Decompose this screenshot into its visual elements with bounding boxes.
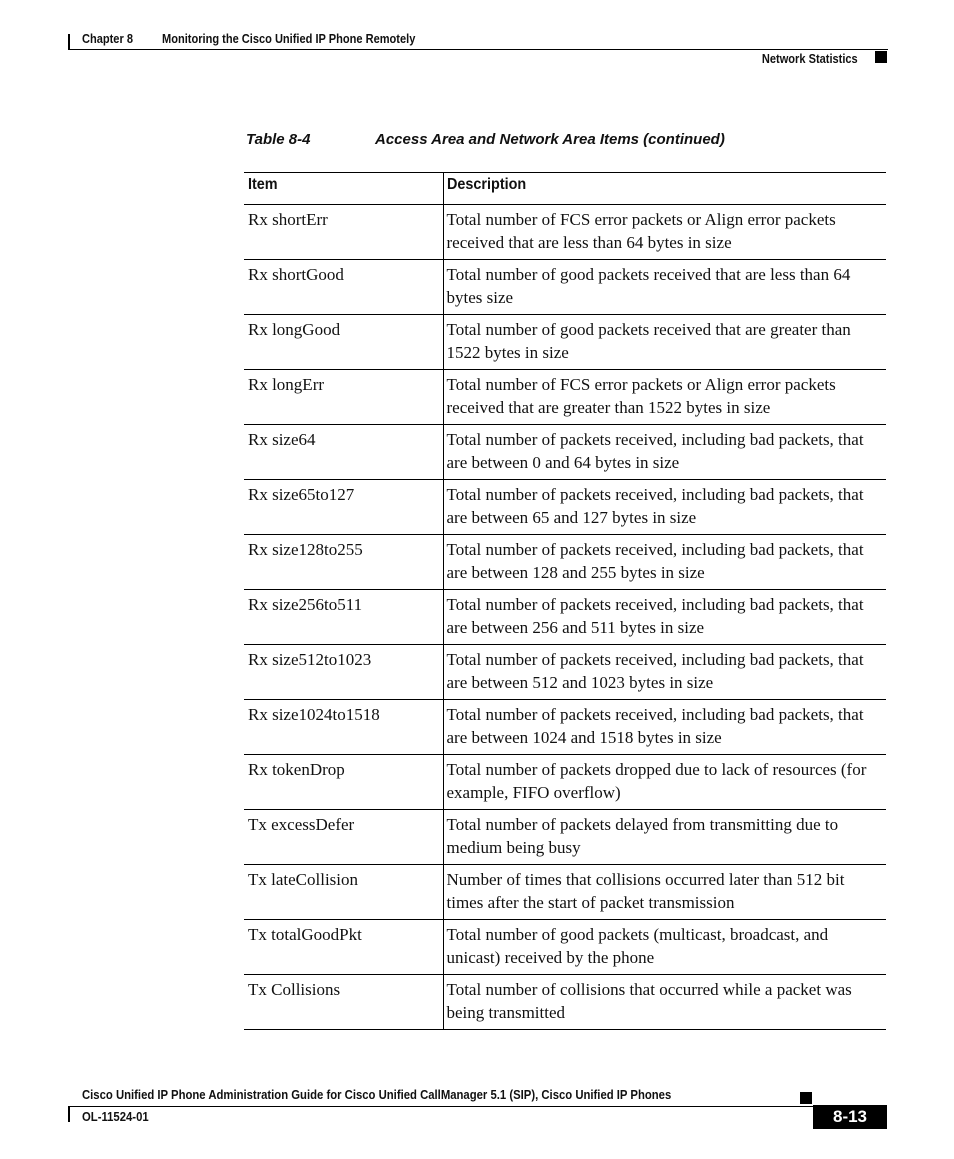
table-row bbox=[244, 370, 886, 425]
footer-square-marker bbox=[800, 1092, 812, 1104]
table-row bbox=[244, 975, 886, 1030]
footer-rule bbox=[68, 1106, 828, 1107]
description-cell: Total number of FCS error packets or Align error packets received that are greater than 1522 bytes in size bbox=[443, 370, 886, 425]
description-cell: Total number of packets delayed from transmitting due to medium being busy bbox=[443, 810, 886, 865]
item-cell: Rx tokenDrop bbox=[244, 755, 443, 810]
item-cell: Rx size128to255 bbox=[244, 535, 443, 590]
table-row bbox=[244, 645, 886, 700]
item-cell: Rx size512to1023 bbox=[244, 645, 443, 700]
description-cell: Total number of good packets received that are less than 64 bytes size bbox=[443, 260, 886, 315]
description-cell: Total number of good packets received that are greater than 1522 bytes in size bbox=[443, 315, 886, 370]
description-cell: Total number of packets received, including bad packets, that are between 0 and 64 bytes in size bbox=[443, 425, 886, 480]
table-row bbox=[244, 425, 886, 480]
table-row bbox=[244, 535, 886, 590]
guide-title: Cisco Unified IP Phone Administration Guide for Cisco Unified CallManager 5.1 (SIP), Cisco Unified IP Phones bbox=[82, 1087, 672, 1102]
item-cell: Rx size64 bbox=[244, 425, 443, 480]
item-cell: Rx size65to127 bbox=[244, 480, 443, 535]
description-cell: Total number of packets received, including bad packets, that are between 256 and 511 bytes in size bbox=[443, 590, 886, 645]
document-number: OL-11524-01 bbox=[82, 1109, 149, 1124]
description-cell: Total number of packets received, including bad packets, that are between 1024 and 1518 bytes in size bbox=[443, 700, 886, 755]
description-cell: Number of times that collisions occurred later than 512 bit times after the start of packet transmission bbox=[443, 865, 886, 920]
chapter-title: Monitoring the Cisco Unified IP Phone Remotely bbox=[162, 31, 416, 46]
table-row bbox=[244, 865, 886, 920]
footer-left-bar bbox=[68, 1106, 70, 1122]
item-cell: Rx longGood bbox=[244, 315, 443, 370]
table-row bbox=[244, 260, 886, 315]
column-header-description: Description bbox=[443, 173, 886, 205]
item-cell: Rx longErr bbox=[244, 370, 443, 425]
item-cell: Rx size1024to1518 bbox=[244, 700, 443, 755]
description-cell: Total number of FCS error packets or Align error packets received that are less than 64 bytes in size bbox=[443, 205, 886, 260]
item-cell: Tx excessDefer bbox=[244, 810, 443, 865]
page-number: 8-13 bbox=[813, 1105, 887, 1129]
table-row bbox=[244, 810, 886, 865]
item-cell: Rx shortGood bbox=[244, 260, 443, 315]
item-cell: Tx Collisions bbox=[244, 975, 443, 1030]
table-row bbox=[244, 755, 886, 810]
table-row bbox=[244, 205, 886, 260]
table-row bbox=[244, 920, 886, 975]
description-cell: Total number of good packets (multicast, broadcast, and unicast) received by the phone bbox=[443, 920, 886, 975]
description-cell: Total number of packets received, including bad packets, that are between 128 and 255 bytes in size bbox=[443, 535, 886, 590]
table-row bbox=[244, 315, 886, 370]
item-cell: Rx shortErr bbox=[244, 205, 443, 260]
header-left-bar bbox=[68, 34, 70, 49]
table-number: Table 8-4 bbox=[246, 131, 311, 148]
table-body bbox=[244, 205, 886, 1030]
section-title: Network Statistics bbox=[762, 51, 858, 66]
table-header-row bbox=[244, 173, 886, 205]
table-row bbox=[244, 590, 886, 645]
column-header-item: Item bbox=[244, 173, 443, 205]
header-square-marker bbox=[875, 51, 887, 63]
description-cell: Total number of collisions that occurred while a packet was being transmitted bbox=[443, 975, 886, 1030]
table-row bbox=[244, 700, 886, 755]
item-cell: Rx size256to511 bbox=[244, 590, 443, 645]
table-row bbox=[244, 480, 886, 535]
description-cell: Total number of packets dropped due to lack of resources (for example, FIFO overflow) bbox=[443, 755, 886, 810]
table-title: Access Area and Network Area Items (continued) bbox=[375, 131, 725, 148]
item-cell: Tx lateCollision bbox=[244, 865, 443, 920]
items-table bbox=[244, 172, 886, 1030]
chapter-label: Chapter 8 bbox=[82, 31, 133, 46]
item-cell: Tx totalGoodPkt bbox=[244, 920, 443, 975]
header-rule bbox=[68, 49, 888, 50]
description-cell: Total number of packets received, including bad packets, that are between 512 and 1023 bytes in size bbox=[443, 645, 886, 700]
description-cell: Total number of packets received, including bad packets, that are between 65 and 127 bytes in size bbox=[443, 480, 886, 535]
